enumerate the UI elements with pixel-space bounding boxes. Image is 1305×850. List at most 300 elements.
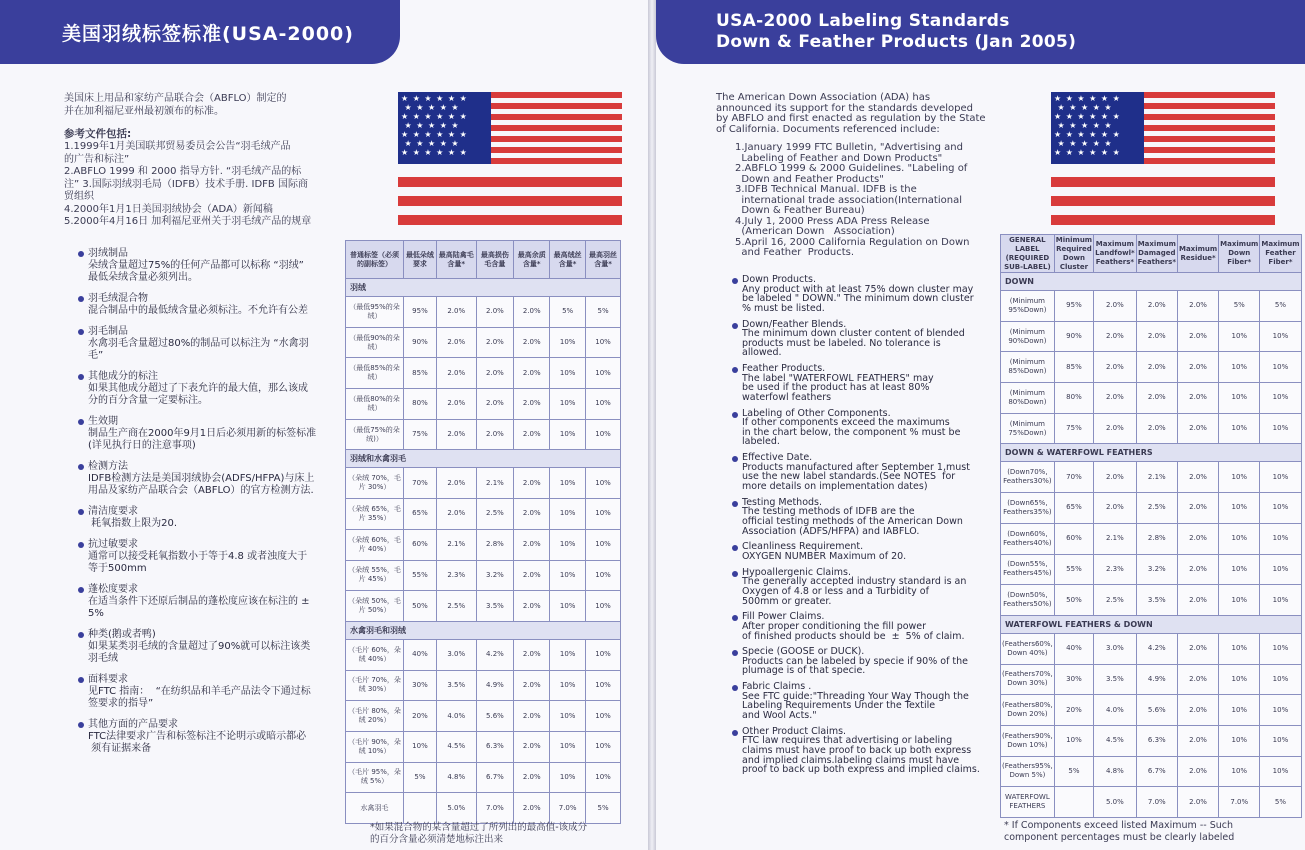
bullet-body-line: more details on implementation dates) (742, 481, 928, 493)
table-cell: 5.0% (1094, 787, 1137, 818)
table-row (346, 701, 621, 732)
bullet-body-line: Oxygen of 4.8 or less and a Turbidity of (742, 585, 929, 597)
table-row-label: （朵绒 70%，毛片 30%） (346, 468, 404, 499)
bullet-heading: Other Product Claims. (742, 725, 847, 737)
table-cell: 5% (1260, 787, 1301, 818)
intro-line: by ABFLO and first enacted as regulation by the State (716, 113, 986, 124)
table-row (346, 358, 621, 389)
bullet-body-line: OXYGEN NUMBER Maximum of 20. (742, 550, 907, 562)
bullet-heading: 抗过敏要求 (88, 539, 138, 550)
table-cell: 4.8% (1094, 756, 1137, 787)
table-cell: 2.0% (514, 327, 550, 358)
table-cell: 10% (1219, 413, 1260, 444)
table-row (346, 731, 621, 762)
flag-stripe-decor (398, 215, 622, 225)
table-cell: 2.0% (514, 670, 550, 701)
table-cell: 10% (550, 358, 586, 389)
bullet-body-line: (详见执行日的注意事项) (88, 440, 196, 451)
ref-line: 5.2000年4月16日 加利福尼亚州关于羽毛绒产品的规章 (64, 216, 312, 227)
table-row-label: （最低85%的朵绒） (346, 358, 404, 389)
table-row-label: 水禽羽毛 (346, 793, 404, 824)
table-cell: 2.0% (436, 358, 476, 389)
bullet-item (732, 568, 997, 606)
table-section-row (346, 450, 621, 468)
table-cell: 5.6% (476, 701, 514, 732)
bullet-item (78, 629, 340, 665)
table-header-cell: Maximum Down Fiber* (1219, 235, 1260, 273)
right-bullet-list (732, 275, 997, 781)
bullet-body-line: Products can be labeled by specie if 90% of the (742, 655, 969, 667)
table-cell: 2.0% (1177, 664, 1218, 695)
left-page-title: 美国羽绒标签标准(USA-2000) (62, 23, 354, 45)
table-cell: 2.0% (476, 358, 514, 389)
bullet-heading: Cleanliness Requirement. (742, 541, 864, 553)
bullet-dot-icon (78, 464, 84, 470)
table-cell: 2.0% (436, 468, 476, 499)
bullet-dot-icon (732, 412, 738, 418)
bullet-body-line: 耗氧指数上限为20. (88, 518, 178, 529)
bullet-body-line: 用品及家纺产品联合会（ABFLO）的官方检测方法. (88, 485, 314, 496)
table-row-label: (Down60%, Feathers40%) (1001, 523, 1055, 554)
table-cell: 10% (550, 389, 586, 420)
bullet-item (78, 248, 340, 284)
table-row (346, 560, 621, 591)
table-cell: 20% (1054, 695, 1093, 726)
table-cell: 2.0% (476, 419, 514, 450)
table-cell: 10% (1219, 523, 1260, 554)
bullet-body-line: 水禽羽毛含量超过80%的制品可以标注为 “水禽羽 (88, 338, 309, 349)
table-cell: 2.0% (1177, 523, 1218, 554)
bullet-body-line: 如果某类羽毛绒的含量超过了90%就可以标注该类 (88, 641, 311, 652)
table-cell: 10% (586, 419, 621, 450)
bullet-dot-icon (78, 296, 84, 302)
table-cell: 85% (404, 358, 437, 389)
intro-line: 并在加利福尼亚州最初颁布的标准。 (64, 105, 224, 117)
bullet-heading: Labeling of Other Components. (742, 407, 891, 419)
table-cell: 2.0% (514, 731, 550, 762)
bullet-item (78, 293, 340, 317)
table-cell: 60% (404, 529, 437, 560)
ref-line: 2.ABFLO 1999 & 2000 Guidelines. "Labeling of (735, 163, 968, 174)
table-cell: 2.0% (1094, 352, 1137, 383)
table-cell: 3.0% (436, 639, 476, 670)
table-cell: 2.3% (436, 560, 476, 591)
ref-line: 5.April 16, 2000 California Regulation on Down (735, 236, 970, 248)
table-row (1001, 554, 1302, 585)
table-section-title: DOWN (1001, 273, 1302, 291)
bullet-body-line: 混合制品中的最低绒含量必须标注。不允许有公差 (88, 305, 308, 316)
table-cell: 2.0% (1094, 413, 1137, 444)
bullet-body-line: 5% (88, 608, 104, 619)
table-cell: 10% (550, 560, 586, 591)
table-cell: 55% (1054, 554, 1093, 585)
left-ref-heading: 参考文件包括: (64, 128, 132, 140)
table-cell: 10% (550, 731, 586, 762)
bullet-dot-icon (732, 501, 738, 507)
table-cell: 10% (586, 499, 621, 530)
table-cell: 2.0% (514, 358, 550, 389)
table-header-cell: Minimum Required Down Cluster (1055, 235, 1093, 271)
table-row-label: （最低75%的朵绒)） (346, 419, 404, 450)
bullet-body-line: 朵绒含量超过75%的任何产品都可以标称 “羽绒” (88, 260, 304, 271)
table-header-cell: Maximum Residue* (1177, 235, 1218, 273)
bullet-dot-icon (732, 323, 738, 329)
table-cell: 2.0% (476, 327, 514, 358)
bullet-item (732, 542, 997, 561)
table-cell: 2.0% (1177, 352, 1218, 383)
table-cell: 10% (586, 529, 621, 560)
ref-line: 3.IDFB Technical Manual. IDFB is the (735, 184, 917, 195)
table-row-label: （朵绒 50%，毛片 50%） (346, 591, 404, 622)
ref-line: 贸组织 (64, 191, 94, 202)
table-cell: 85% (1054, 352, 1093, 383)
table-cell: 10% (1260, 554, 1301, 585)
table-row (346, 297, 621, 328)
table-cell: 65% (1054, 493, 1093, 524)
table-cell: 6.7% (1136, 756, 1177, 787)
table-cell: 2.1% (476, 468, 514, 499)
bullet-body-line: 等于500mm (88, 563, 147, 574)
table-cell: 10% (550, 468, 586, 499)
table-header-row (346, 241, 621, 279)
table-cell: 6.7% (476, 762, 514, 793)
table-row-label: (Down50%, Feathers50%) (1001, 585, 1055, 616)
bullet-heading: Fill Power Claims. (742, 611, 825, 623)
table-cell: 40% (404, 639, 437, 670)
table-row (1001, 352, 1302, 383)
bullet-body-line: official testing methods of the American Down (742, 516, 963, 527)
table-cell: 2.0% (1177, 725, 1218, 756)
table-cell: 10% (550, 419, 586, 450)
table-cell: 2.1% (1136, 462, 1177, 493)
table-row (346, 389, 621, 420)
left-title-band (0, 0, 400, 64)
table-cell: 2.5% (436, 591, 476, 622)
bullet-body-line: 见FTC 指南： “在纺织品和羊毛产品法令下通过标 (88, 686, 311, 697)
table-section-row (1001, 273, 1302, 291)
table-cell: 10% (1219, 383, 1260, 414)
table-cell: 6.3% (476, 731, 514, 762)
bullet-heading: Testing Methods. (742, 496, 823, 508)
table-cell: 10% (550, 701, 586, 732)
table-cell: 10% (1260, 493, 1301, 524)
bullet-body-line: and implied claims.labeling claims must have (742, 754, 960, 766)
table-cell: 7.0% (1136, 787, 1177, 818)
table-cell: 7.0% (1219, 787, 1260, 818)
bullet-body-line: % must be listed. (742, 302, 825, 314)
table-cell: 6.3% (1136, 725, 1177, 756)
table-section-title: DOWN & WATERFOWL FEATHERS (1001, 444, 1302, 462)
table-cell: 10% (1260, 725, 1301, 756)
right-ref-list (735, 143, 995, 259)
table-cell: 5% (1260, 291, 1301, 322)
table-cell: 2.0% (1177, 633, 1218, 664)
table-row-label: （毛片 80%，朵绒 20%） (346, 701, 404, 732)
table-cell: 2.0% (1136, 321, 1177, 352)
table-row (1001, 664, 1302, 695)
table-row (1001, 523, 1302, 554)
table-cell: 10% (1260, 633, 1301, 664)
bullet-body-line: use the new label standards.(See NOTES for (742, 471, 956, 483)
table-cell: 7.0% (476, 793, 514, 824)
table-cell: 2.0% (1094, 291, 1137, 322)
table-section-title: 羽绒和水禽羽毛 (346, 450, 621, 468)
table-cell: 95% (1054, 291, 1093, 322)
table-cell: 4.5% (436, 731, 476, 762)
bullet-dot-icon (732, 571, 738, 577)
bullet-item (732, 647, 997, 676)
table-cell: 2.5% (1136, 493, 1177, 524)
table-cell: 7.0% (550, 793, 586, 824)
footnote-line: * If Components exceed listed Maximum -- Such (1004, 820, 1234, 831)
table-header-cell: 最高绒丝含量* (550, 241, 586, 279)
table-cell: 10% (586, 701, 621, 732)
table-cell: 2.0% (514, 297, 550, 328)
table-cell: 10% (550, 327, 586, 358)
table-cell: 10% (586, 639, 621, 670)
table-row-label: （朵绒 55%，毛片 45%） (346, 560, 404, 591)
left-bullet-list (78, 248, 340, 764)
table-cell: 2.0% (1177, 321, 1218, 352)
table-row (1001, 291, 1302, 322)
table-cell: 2.0% (514, 591, 550, 622)
table-row-label: （最低90%的朵绒） (346, 327, 404, 358)
flag-stripe-decor (1051, 215, 1275, 225)
table-cell: 10% (586, 731, 621, 762)
table-cell: 50% (1054, 585, 1093, 616)
table-cell: 20% (404, 701, 437, 732)
table-cell: 5.6% (1136, 695, 1177, 726)
table-row (346, 327, 621, 358)
table-cell: 2.0% (514, 701, 550, 732)
ref-line: 的广告和标注” (64, 153, 130, 165)
table-cell: 3.2% (1136, 554, 1177, 585)
bullet-dot-icon (78, 329, 84, 335)
bullet-body-line: be labeled " DOWN." The minimum down cluster (742, 293, 974, 305)
bullet-dot-icon (732, 685, 738, 691)
table-cell: 10% (1260, 321, 1301, 352)
table-cell: 10% (1260, 664, 1301, 695)
table-cell: 5% (1054, 756, 1093, 787)
table-cell: 40% (1054, 633, 1093, 664)
table-cell: 4.0% (436, 701, 476, 732)
bullet-item (78, 326, 340, 362)
table-header-cell: 最高损伤毛含量 (476, 241, 514, 279)
bullet-body-line: of finished products should be ± 5% of claim. (742, 630, 965, 642)
table-cell: 75% (1054, 413, 1093, 444)
table-header-cell: 最高余质含量* (514, 241, 550, 279)
table-cell: 10% (1260, 523, 1301, 554)
bullet-dot-icon (78, 722, 84, 728)
table-cell: 75% (404, 419, 437, 450)
table-cell: 80% (404, 389, 437, 420)
right-title-band (656, 0, 1305, 64)
table-header-cell: Maximum Landfowl* Feathers* (1094, 235, 1137, 273)
table-cell: 10% (586, 762, 621, 793)
bullet-item (732, 409, 997, 447)
right-spec-table (1000, 234, 1302, 818)
bullet-body-line: 须有证据来备 (88, 743, 152, 754)
table-cell: 2.0% (1177, 554, 1218, 585)
table-cell: 30% (1054, 664, 1093, 695)
table-row-label: (Feathers60%, Down 40%) (1001, 633, 1055, 664)
bullet-body-line: IDFB检测方法是美国羽绒协会(ADFS/HFPA)与床上 (88, 473, 315, 484)
right-footnote (1004, 820, 1294, 844)
table-row-label: （朵绒 65%，毛片 35%） (346, 499, 404, 530)
table-header-cell: 最低朵绒要求 (404, 241, 437, 279)
table-row-label: (Feathers90%, Down 10%) (1001, 725, 1055, 756)
bullet-body-line: 500mm or greater. (742, 595, 832, 607)
table-cell: 4.2% (1136, 633, 1177, 664)
table-section-row (346, 279, 621, 297)
table-cell: 2.0% (1177, 462, 1218, 493)
bullet-dot-icon (732, 456, 738, 462)
table-cell: 10% (1219, 352, 1260, 383)
table-cell: 2.0% (436, 499, 476, 530)
table-cell: 10% (586, 389, 621, 420)
table-header-cell: 普通标签（必须的副标签） (346, 241, 404, 279)
bullet-body-line: 羽毛绒 (88, 653, 118, 664)
intro-line: of California. Documents referenced include: (716, 123, 940, 135)
table-cell: 10% (404, 731, 437, 762)
table-row (346, 670, 621, 701)
bullet-heading: 其他方面的产品要求 (88, 719, 178, 730)
table-row (346, 419, 621, 450)
table-row (1001, 462, 1302, 493)
table-row-label: （毛片 95%，朵绒 5%） (346, 762, 404, 793)
bullet-item (732, 275, 997, 313)
table-cell: 2.0% (476, 389, 514, 420)
table-row-label: (Minimum 90%Down) (1001, 321, 1055, 352)
right-usa-flag (1051, 92, 1275, 164)
bullet-item (78, 539, 340, 575)
table-cell: 10% (1219, 756, 1260, 787)
bullet-body-line: 在适当条件下还原后制品的蓬松度应该在标注的 ± (88, 596, 310, 607)
bullet-heading: Down Products. (742, 274, 816, 285)
table-cell (1054, 787, 1093, 818)
table-cell: 2.0% (514, 639, 550, 670)
flag-stripe-decor (398, 177, 622, 187)
table-cell: 70% (404, 468, 437, 499)
bullet-item (732, 682, 997, 720)
bullet-dot-icon (78, 542, 84, 548)
left-ref-list (64, 141, 344, 229)
table-cell: 2.5% (476, 499, 514, 530)
bullet-heading: 清洁度要求 (88, 506, 138, 517)
table-cell: 2.0% (1094, 321, 1137, 352)
bullet-item (78, 416, 340, 452)
table-cell: 3.5% (1094, 664, 1137, 695)
intro-line: announced its support for the standards developed (716, 102, 974, 114)
bullet-heading: 羽毛制品 (88, 326, 128, 337)
right-title-line1: USA-2000 Labeling Standards (716, 11, 1010, 31)
table-row (1001, 725, 1302, 756)
left-intro (64, 93, 344, 118)
ref-line: 4.2000年1月1日美国羽绒协会（ADA）新闻稿 (64, 203, 273, 215)
ref-line: Down and Feather Products" (735, 173, 884, 185)
table-row (1001, 633, 1302, 664)
table-cell: 2.0% (1177, 383, 1218, 414)
bullet-body-line: If other components exceed the maximums (742, 417, 950, 429)
table-header-cell: GENERAL LABEL (REQUIRED SUB-LABEL) (1001, 235, 1055, 273)
table-cell: 3.5% (1136, 585, 1177, 616)
bullet-dot-icon (78, 419, 84, 425)
table-cell: 4.8% (436, 762, 476, 793)
bullet-dot-icon (78, 587, 84, 593)
bullet-item (732, 498, 997, 536)
bullet-heading: 种类(鹅或者鸭) (88, 629, 156, 640)
bullet-heading: 生效期 (88, 416, 118, 427)
table-cell: 2.0% (436, 327, 476, 358)
table-cell: 2.8% (1136, 523, 1177, 554)
table-row (346, 468, 621, 499)
bullet-body-line: Any product with at least 75% down cluster may (742, 283, 974, 295)
right-page-title (716, 11, 1076, 53)
table-cell: 3.5% (476, 591, 514, 622)
bullet-item (732, 453, 997, 491)
bullet-heading: 羽绒制品 (88, 248, 128, 259)
table-row-label: (Minimum 95%Down) (1001, 291, 1055, 322)
table-row-label: (Feathers70%, Down 30%) (1001, 664, 1055, 695)
bullet-body-line: be used if the product has at least 80% (742, 382, 930, 394)
bullet-body-line: 最低朵绒含量必须列出。 (88, 272, 198, 283)
intro-line: The American Down Association (ADA) has (716, 92, 931, 103)
table-cell: 10% (1260, 756, 1301, 787)
bullet-item (732, 612, 997, 641)
ref-line: 注” 3.国际羽绒羽毛局（IDFB）技术手册. IDFB 国际商 (64, 178, 308, 190)
table-cell: 10% (1260, 352, 1301, 383)
bullet-body-line: The label "WATERFOWL FEATHERS" may (742, 372, 934, 384)
table-cell: 4.2% (476, 639, 514, 670)
table-cell: 2.1% (436, 529, 476, 560)
flag-stripe-decor (1051, 196, 1275, 206)
flag-stars: ★ ★ ★ ★ ★ ★ ★ ★ ★ ★ ★ ★ ★ ★ ★ ★ ★ ★ ★ ★ ★ ★ ★ ★ ★ ★ ★ ★ ★ ★ ★ ★ ★ ★ ★ ★ ★ ★ ★ (1051, 92, 1144, 164)
table-cell: 5% (550, 297, 586, 328)
bullet-body-line: proof to back up both express and implied claims. (742, 764, 980, 776)
bullet-body-line: claims must have proof to back up both express (742, 745, 972, 756)
table-row-label: (Minimum 75%Down) (1001, 413, 1055, 444)
table-cell: 10% (1260, 383, 1301, 414)
table-row-label: （毛片 70%，朵绒 30%） (346, 670, 404, 701)
table-cell: 3.5% (436, 670, 476, 701)
table-cell: 10% (1054, 725, 1093, 756)
table-cell: 10% (1260, 462, 1301, 493)
bullet-item (732, 320, 997, 358)
table-cell: 10% (1219, 664, 1260, 695)
footnote-line: 的百分含量必须清楚地标注出来 (370, 834, 504, 845)
table-row (1001, 321, 1302, 352)
table-cell: 2.3% (1094, 554, 1137, 585)
bullet-heading: Feather Products. (742, 363, 826, 375)
table-section-row (1001, 444, 1302, 462)
right-intro (716, 93, 991, 135)
table-cell: 70% (1054, 462, 1093, 493)
table-cell: 2.0% (1177, 756, 1218, 787)
table-cell: 50% (404, 591, 437, 622)
bullet-dot-icon (732, 615, 738, 621)
bullet-item (78, 371, 340, 407)
flag-stars: ★ ★ ★ ★ ★ ★ ★ ★ ★ ★ ★ ★ ★ ★ ★ ★ ★ ★ ★ ★ ★ ★ ★ ★ ★ ★ ★ ★ ★ ★ ★ ★ ★ ★ ★ ★ ★ ★ ★ (398, 92, 491, 164)
table-cell: 2.0% (436, 419, 476, 450)
table-cell: 2.0% (514, 529, 550, 560)
bullet-body-line: 分的百分含量一定要标注。 (88, 395, 208, 406)
bullet-body-line: products must be labeled. No tolerance is (742, 337, 941, 349)
table-cell: 2.0% (1177, 493, 1218, 524)
table-header-cell: 最高陆禽毛含量* (436, 241, 476, 279)
table-cell: 2.0% (514, 560, 550, 591)
table-cell: 90% (1054, 321, 1093, 352)
ref-line: 1.January 1999 FTC Bulletin, "Advertising and (735, 142, 963, 153)
